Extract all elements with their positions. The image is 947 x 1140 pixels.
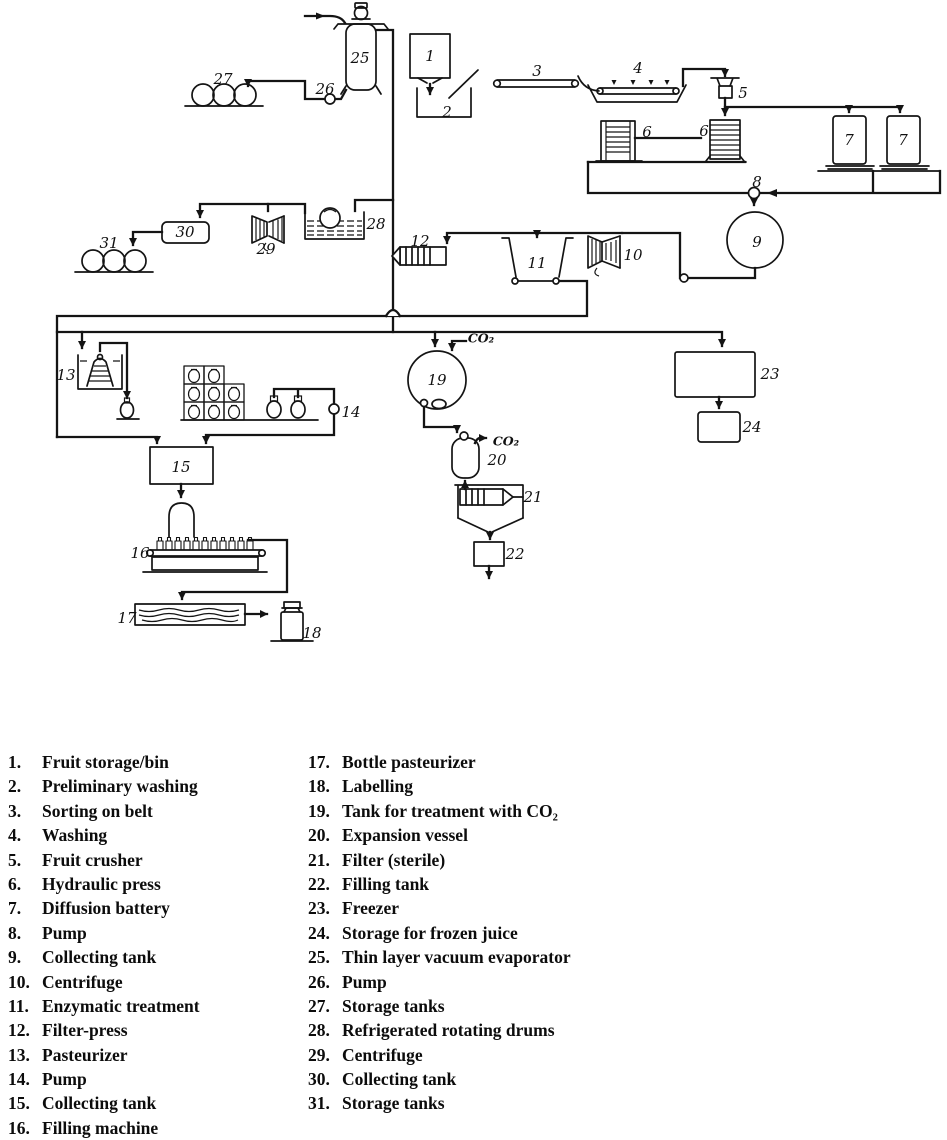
- sorting-belt-3: [494, 76, 599, 91]
- legend-item-number: 12.: [8, 1020, 30, 1041]
- equipment-label-18: 18: [302, 624, 322, 642]
- legend-item-12: [8, 1018, 300, 1042]
- equipment-label-15: 15: [171, 458, 191, 476]
- legend-item-label: Collecting tank: [42, 947, 157, 968]
- equipment-label-16: 16: [130, 544, 150, 562]
- legend-item-number: 4.: [8, 825, 22, 846]
- equipment-label-3: 3: [532, 62, 542, 80]
- equipment-label-4: 4: [633, 59, 643, 77]
- legend-item-label: Freezer: [342, 898, 399, 919]
- legend-item-8: [8, 921, 300, 945]
- equipment-label-20: 20: [487, 451, 507, 469]
- legend-item-2: [8, 774, 300, 798]
- equipment-label-CO₂: CO₂: [492, 433, 520, 449]
- legend-item-number: 6.: [8, 873, 22, 894]
- equipment-label-21: 21: [523, 488, 543, 506]
- pasteurizer-13: [78, 355, 122, 390]
- equipment-label-19: 19: [427, 371, 447, 389]
- centrifuge-10: [588, 236, 620, 276]
- legend-item-label: Filling tank: [342, 873, 430, 894]
- equipment-label-12: 12: [410, 232, 430, 250]
- legend-item-number: 3.: [8, 800, 22, 821]
- equipment-label-26: 26: [315, 80, 335, 98]
- hydraulic-press-6-right: [704, 120, 746, 162]
- legend-item-4: [8, 823, 300, 847]
- tank19-to-vessel20-pipe: [424, 406, 457, 432]
- equipment-label-7: 7: [844, 131, 854, 149]
- legend-item-label: Washing: [42, 825, 108, 846]
- collection-line: [57, 281, 587, 437]
- bottle-pasteurizer-17: [135, 604, 245, 625]
- freezer-23: [675, 352, 755, 397]
- equipment-label-17: 17: [117, 609, 137, 627]
- collecting-tank-9: [680, 212, 783, 282]
- equipment-label-31: 31: [99, 234, 119, 252]
- legend-item-10: [8, 970, 300, 994]
- legend-item-20: [308, 823, 928, 847]
- equipment-label-11: 11: [527, 254, 547, 272]
- legend-item-24: [308, 921, 928, 945]
- legend-column-right: [308, 750, 928, 1116]
- legend-item-29: [308, 1043, 928, 1067]
- co2-inlet-pipe: [452, 341, 466, 350]
- crusher-to-battery-pipe: [725, 107, 900, 112]
- equipment-label-8: 8: [752, 173, 762, 191]
- legend-item-number: 27.: [308, 995, 330, 1016]
- bottle-manifold-pipe: [274, 389, 334, 404]
- legend-item-label: Fruit storage/bin: [42, 752, 169, 772]
- legend-item-label: Filter (sterile): [342, 849, 446, 870]
- legend-item-16: [8, 1116, 300, 1140]
- equipment-label-29: 29: [256, 240, 276, 258]
- legend-item-number: 20.: [308, 825, 330, 846]
- legend-item-number: 18.: [308, 776, 330, 797]
- legend-item-6: [8, 872, 300, 896]
- legend-item-number: 30.: [308, 1069, 330, 1090]
- rotating-drums-28: [305, 208, 364, 239]
- pump14-to-tank15-pipe: [206, 414, 334, 443]
- legend-item-11: [8, 994, 300, 1018]
- equipment-label-1: 1: [425, 47, 435, 65]
- legend-item-number: 2.: [8, 776, 22, 797]
- filling-machine-16: [143, 538, 267, 573]
- legend-item-label: Centrifuge: [42, 971, 123, 992]
- equipment-label-27: 27: [213, 70, 233, 88]
- legend-item-31: [308, 1091, 928, 1115]
- equipment-label-6: 6: [642, 123, 652, 141]
- legend-item-number: 14.: [8, 1069, 30, 1090]
- legend-item-26: [308, 970, 928, 994]
- legend-item-18: [308, 774, 928, 798]
- legend-item-label: Fruit crusher: [42, 849, 143, 870]
- pump-14: [329, 404, 339, 414]
- legend-item-27: [308, 994, 928, 1018]
- legend-item-label: Enzymatic treatment: [42, 995, 200, 1016]
- legend-item-number: 19.: [308, 800, 330, 821]
- legend-item-label: Pump: [42, 922, 87, 943]
- legend-item-number: 15.: [8, 1093, 30, 1114]
- equipment-label-6: 6: [699, 122, 709, 140]
- legend-item-label: Hydraulic press: [42, 873, 161, 894]
- expansion-vessel-20: [452, 432, 479, 478]
- equipment-label-22: 22: [505, 545, 525, 563]
- hydraulic-press-6-left: [596, 121, 642, 161]
- drums-to-tank30-pipe: [200, 204, 305, 217]
- legend-item-23: [308, 896, 928, 920]
- legend-item-7: [8, 896, 300, 920]
- storage-tanks-31: [75, 250, 153, 272]
- equipment-label-9: 9: [752, 233, 762, 251]
- legend-item-15: [8, 1091, 300, 1115]
- legend-item-label: Storage for frozen juice: [342, 922, 518, 943]
- legend-item-30: [308, 1067, 928, 1091]
- legend-item-label: Thin layer vacuum evaporator: [342, 947, 571, 968]
- legend-item-number: 11.: [8, 995, 29, 1016]
- equipment-label-25: 25: [350, 49, 370, 67]
- legend-item-number: 17.: [308, 752, 330, 772]
- legend-item-label: Pump: [42, 1069, 87, 1090]
- evaporator-feed-pipe: [305, 16, 345, 23]
- legend-item-number: 7.: [8, 898, 22, 919]
- filler-dome: [169, 503, 194, 537]
- motor-icon: [352, 3, 370, 20]
- legend-item-label: Tank for treatment with CO₂: [342, 800, 558, 821]
- equipment-label-14: 14: [341, 403, 361, 421]
- equipment-label-23: 23: [760, 365, 780, 383]
- legend-item-21: [308, 848, 928, 872]
- legend-item-5: [8, 848, 300, 872]
- legend-item-25: [308, 945, 928, 969]
- legend-item-label: Pasteurizer: [42, 1044, 128, 1065]
- legend-item-label: Refrigerated rotating drums: [342, 1020, 555, 1041]
- drums-branch-pipe: [355, 200, 393, 211]
- washer-4: [588, 75, 686, 102]
- left-to-tank15-pipe: [57, 437, 157, 443]
- legend-item-9: [8, 945, 300, 969]
- equipment-label-24: 24: [742, 418, 762, 436]
- sample-bottle: [117, 398, 139, 419]
- legend-item-number: 24.: [308, 922, 330, 943]
- legend-item-label: Labelling: [342, 776, 413, 797]
- equipment-label-2: 2: [442, 103, 452, 121]
- equipment-label-CO₂: CO₂: [467, 330, 495, 346]
- legend-item-number: 28.: [308, 1020, 330, 1041]
- fruit-crusher-5: [711, 78, 739, 98]
- legend-item-number: 25.: [308, 947, 330, 968]
- legend-item-3: [8, 799, 300, 823]
- equipment-label-28: 28: [366, 215, 386, 233]
- legend-item-label: Collecting tank: [342, 1069, 457, 1090]
- legend-item-label: Collecting tank: [42, 1093, 157, 1114]
- feed-flow-arrow: [316, 13, 325, 20]
- legend-item-1: [8, 750, 300, 774]
- legend-item-number: 29.: [308, 1044, 330, 1065]
- legend-item-number: 26.: [308, 971, 330, 992]
- legend-item-number: 16.: [8, 1117, 30, 1138]
- legend-item-17: [308, 750, 928, 774]
- legend-item-28: [308, 1018, 928, 1042]
- legend-item-label: Filter-press: [42, 1020, 128, 1041]
- legend-item-number: 21.: [308, 849, 330, 870]
- legend-item-label: Expansion vessel: [342, 825, 468, 846]
- legend-item-label: Storage tanks: [342, 995, 445, 1016]
- legend-item-number: 5.: [8, 849, 22, 870]
- diagram-labels: [56, 47, 908, 642]
- legend-item-number: 10.: [8, 971, 30, 992]
- legend-item-label: Pump: [342, 971, 387, 992]
- equipment-label-30: 30: [175, 223, 195, 241]
- main-vertical-line: [376, 30, 393, 332]
- legend-item-22: [308, 872, 928, 896]
- legend-item-19: [308, 799, 928, 823]
- legend-column-left: [8, 750, 300, 1140]
- equipment-label-10: 10: [623, 246, 643, 264]
- sterile-filter-21: [455, 485, 523, 532]
- legend-item-number: 31.: [308, 1093, 330, 1114]
- legend-item-13: [8, 1043, 300, 1067]
- equipment-label-7: 7: [898, 131, 908, 149]
- legend-item-number: 23.: [308, 898, 330, 919]
- legend: [0, 748, 947, 1140]
- legend-item-number: 1.: [8, 752, 22, 772]
- legend-item-number: 13.: [8, 1044, 30, 1065]
- distribution-line: [57, 332, 722, 346]
- equipment-label-5: 5: [738, 84, 748, 102]
- tank30-to-tanks31-pipe: [133, 232, 162, 245]
- line-hop: [386, 310, 400, 316]
- equipment-label-13: 13: [56, 366, 76, 384]
- legend-item-label: Filling machine: [42, 1117, 159, 1138]
- legend-item-number: 9.: [8, 947, 22, 968]
- legend-item-label: Preliminary washing: [42, 776, 198, 797]
- filling-tank-22: [474, 542, 504, 566]
- legend-item-number: 8.: [8, 922, 22, 943]
- legend-item-label: Centrifuge: [342, 1044, 423, 1065]
- legend-item-number: 22.: [308, 873, 330, 894]
- legend-item-label: Sorting on belt: [42, 800, 153, 821]
- pipe-network: [57, 13, 900, 615]
- legend-item-label: Bottle pasteurizer: [342, 752, 476, 772]
- bottle-pair: [267, 396, 305, 418]
- frozen-storage-24: [698, 412, 740, 442]
- legend-item-label: Storage tanks: [342, 1093, 445, 1114]
- legend-item-label: Diffusion battery: [42, 898, 170, 919]
- legend-item-14: [8, 1067, 300, 1091]
